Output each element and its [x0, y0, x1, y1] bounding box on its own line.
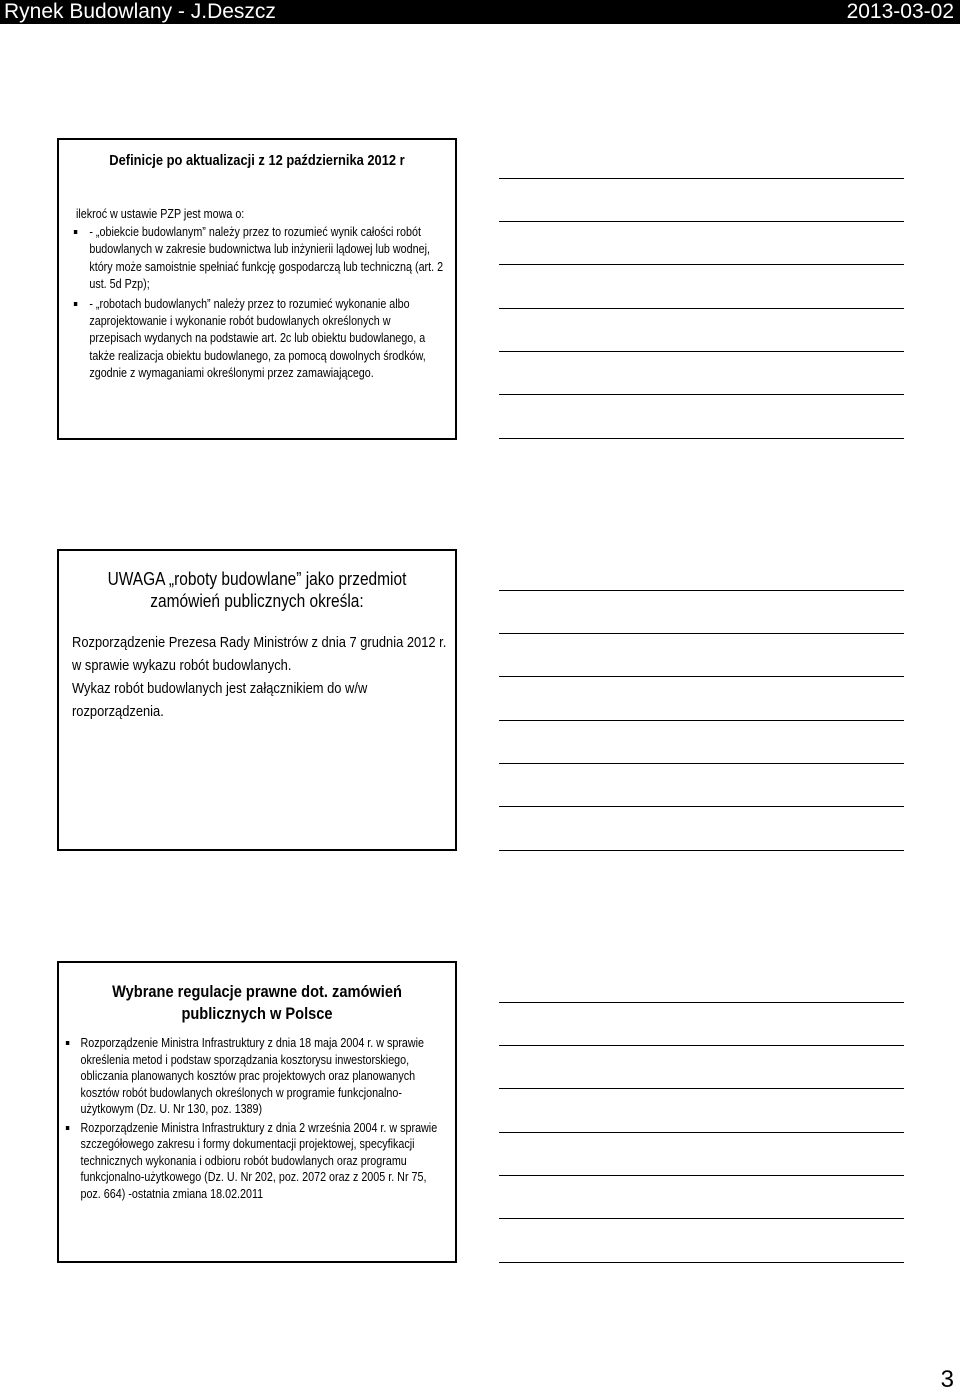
- note-line: [499, 633, 904, 634]
- notes-lines: [499, 178, 904, 440]
- slide-title-line: zamówień publicznych określa:: [150, 591, 364, 611]
- slide-title-line: publicznych w Polsce: [181, 1004, 333, 1023]
- slide-title-line: UWAGA „roboty budowlane” jako przedmiot: [107, 569, 407, 589]
- text-line: - „obiekcie budowlanym” należy przez to rozumieć wynik całości robót: [89, 225, 421, 239]
- note-line: [499, 1132, 904, 1133]
- note-line: [499, 264, 904, 265]
- text-line: - „robotach budowlanych” należy przez to rozumieć wykonanie albo: [89, 296, 410, 311]
- text-line: kosztów robót budowlanych określonych w programie funkcjonalno-: [80, 1085, 402, 1100]
- text-line: w sprawie wykazu robót budowlanych.: [72, 657, 292, 674]
- note-line: [499, 720, 904, 721]
- notes-lines: [499, 590, 904, 852]
- bullet-list: [73, 224, 451, 385]
- note-line: [499, 850, 904, 851]
- slide-title: Definicje po aktualizacji z 12 października 2012 r: [109, 152, 405, 169]
- note-line: [499, 351, 904, 352]
- slide-intro: ilekroć w ustawie PZP jest mowa o:: [76, 207, 245, 221]
- text-line: określenia metod i podstaw sporządzania kosztorysu inwestorskiego,: [80, 1052, 410, 1067]
- slide-regulacje: [57, 961, 457, 1263]
- bullet-item-roboty-budowlane: [73, 296, 451, 383]
- slide-uwaga: [57, 549, 457, 851]
- note-line: [499, 1262, 904, 1263]
- note-line: [499, 1088, 904, 1089]
- bullet-item-regulation: [65, 1120, 447, 1203]
- header-title: Rynek Budowlany - J.Deszcz: [4, 0, 276, 23]
- notes-lines: [499, 1002, 904, 1264]
- text-line: użytkowym (Dz. U. Nr 130, poz. 1389): [80, 1102, 263, 1116]
- text-line: który może samoistnie spełniać funkcję gospodarczą lub techniczną (art. 2: [89, 259, 444, 274]
- text-line: Rozporządzenie Ministra Infrastruktury z dnia 2 września 2004 r. w sprawie: [80, 1120, 438, 1135]
- text-line: ust. 5d Pzp);: [89, 277, 150, 292]
- slide-title: [87, 568, 428, 612]
- note-line: [499, 1002, 904, 1003]
- note-line: [499, 178, 904, 179]
- square-bullet-icon: [66, 1041, 69, 1045]
- slide-title: [87, 981, 428, 1025]
- square-bullet-icon: [66, 1126, 69, 1130]
- note-line: [499, 1175, 904, 1176]
- slide-definitions: [57, 138, 457, 440]
- text-line: zgodnie z wymaganiami określonymi przez zamawiającego.: [89, 366, 374, 381]
- note-line: [499, 1045, 904, 1046]
- text-line: przepisach wydanych na podstawie art. 2c lub obiektu budowlanego, a: [89, 331, 426, 346]
- note-line: [499, 676, 904, 677]
- text-line: funkcjonalno-użytkowego (Dz. U. Nr 202, poz. 2072 oraz z 2005 r. Nr 75,: [80, 1170, 427, 1184]
- bullet-item-regulation: [65, 1035, 447, 1118]
- text-line: poz. 664) -ostatnia zmiana 18.02.2011: [80, 1186, 264, 1201]
- text-line: także realizacja obiektu budowlanego, za pomocą dowolnych środków,: [89, 348, 426, 363]
- note-line: [499, 394, 904, 395]
- bullet-item-obiekt-budowlany: [73, 224, 451, 294]
- note-line: [499, 438, 904, 439]
- note-line: [499, 763, 904, 764]
- text-line: zaprojektowanie i wykonanie robót budowlanych określonych w: [89, 314, 391, 329]
- text-line: Wykaz robót budowlanych jest załącznikiem do w/w: [72, 680, 368, 697]
- text-line: technicznych wykonania i odbioru robót budowlanych oraz programu: [80, 1153, 407, 1168]
- text-line: rozporządzenia.: [72, 703, 164, 720]
- text-line: szczegółowego zakresu i formy dokumentacji projektowej, specyfikacji: [80, 1137, 415, 1151]
- note-line: [499, 308, 904, 309]
- bullet-list: [65, 1035, 447, 1204]
- note-line: [499, 221, 904, 222]
- slide-title-line: Wybrane regulacje prawne dot. zamówień: [112, 982, 402, 1001]
- note-line: [499, 1218, 904, 1219]
- page-number: 3: [940, 1366, 954, 1393]
- square-bullet-icon: [74, 302, 77, 306]
- square-bullet-icon: [74, 230, 77, 234]
- text-line: Rozporządzenie Ministra Infrastruktury z dnia 18 maja 2004 r. w sprawie: [80, 1036, 425, 1050]
- header-date: 2013-03-02: [846, 0, 954, 23]
- slide-body: [72, 631, 450, 723]
- note-line: [499, 806, 904, 807]
- text-line: budowlanych w zakresie budownictwa lub inżynierii lądowej lub wodnej,: [89, 242, 430, 257]
- note-line: [499, 590, 904, 591]
- page-header: [0, 0, 960, 24]
- text-line: Rozporządzenie Prezesa Rady Ministrów z dnia 7 grudnia 2012 r.: [72, 634, 447, 651]
- text-line: obliczania planowanych kosztów prac projektowych oraz planowanych: [80, 1069, 416, 1083]
